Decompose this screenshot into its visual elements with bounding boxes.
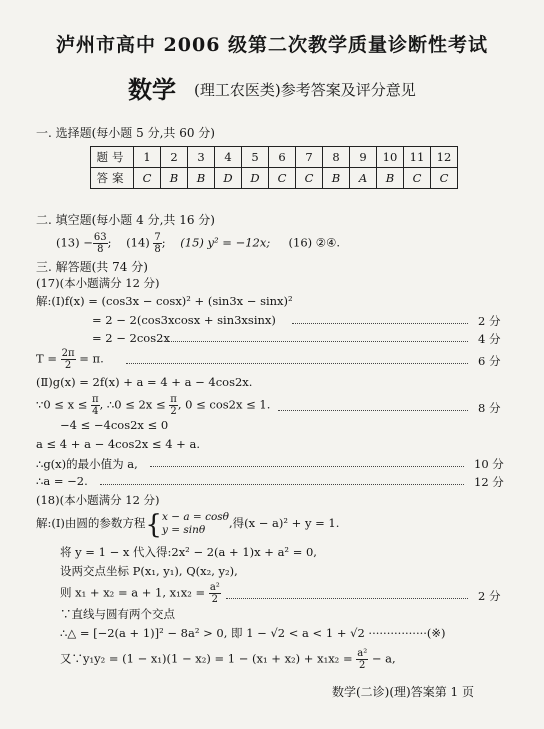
q17-heading: (17)(本小题满分 12 分) bbox=[36, 276, 160, 290]
table-row bbox=[91, 168, 458, 189]
score-leader bbox=[226, 598, 468, 599]
q17-score-10: 10 分 bbox=[474, 457, 504, 471]
question-number-cell: 3 bbox=[188, 147, 215, 168]
score-leader bbox=[278, 410, 468, 411]
system-eq-2: y = sinθ bbox=[161, 524, 206, 536]
score-leader bbox=[126, 363, 468, 364]
answer-cell: B bbox=[188, 168, 215, 189]
q18-line7 bbox=[60, 648, 396, 671]
a13-label: (13) bbox=[56, 235, 80, 250]
page-footer: 数学(二诊)(理)答案第 1 页 bbox=[332, 685, 474, 699]
score-leader bbox=[100, 484, 464, 485]
question-number-cell: 5 bbox=[242, 147, 269, 168]
a13-denominator: 8 bbox=[97, 244, 104, 255]
q17-score-6: 6 分 bbox=[478, 354, 501, 368]
q18-line5: ∵直线与圆有两个交点 bbox=[60, 607, 175, 621]
q18-product-fraction-2 bbox=[356, 648, 368, 671]
table-row bbox=[91, 147, 458, 168]
q17-range-pre: ∵0 ≤ x ≤ bbox=[36, 397, 88, 412]
score-leader bbox=[166, 341, 468, 342]
q18-param-pre: 解:(Ⅰ)由圆的参数方程 bbox=[36, 516, 146, 530]
answer-cell: C bbox=[269, 168, 296, 189]
answer-cell: A bbox=[350, 168, 377, 189]
q17-line2: = 2 − 2(cos3xcosx + sin3xsinx) bbox=[92, 313, 276, 327]
answer-cell: C bbox=[296, 168, 323, 189]
a13-sign: − bbox=[83, 235, 93, 250]
q18-product-post: − a, bbox=[371, 651, 396, 666]
q17-range-post: , 0 ≤ cos2x ≤ 1. bbox=[177, 397, 271, 412]
document-title: 泸州市高中 2006 级第二次教学质量诊断性考试 bbox=[55, 34, 489, 56]
brace-symbol: { bbox=[145, 510, 162, 540]
fraction-numerator: π bbox=[170, 394, 177, 405]
question-number-cell: 10 bbox=[377, 147, 404, 168]
q18-vieta: 则 x₁ + x₂ = a + 1, x₁x₂ = bbox=[60, 585, 206, 600]
fraction-numerator: π bbox=[92, 394, 99, 405]
q18-heading: (18)(本小题满分 12 分) bbox=[36, 493, 160, 507]
q18-product-fraction bbox=[209, 582, 221, 605]
q18-score-2: 2 分 bbox=[478, 589, 501, 603]
question-number-cell: 1 bbox=[134, 147, 161, 168]
section2-heading: 二. 填空题(每小题 4 分,共 16 分) bbox=[36, 213, 215, 227]
q18-line4 bbox=[60, 582, 221, 605]
section1-heading: 一. 选择题(每小题 5 分,共 60 分) bbox=[36, 126, 215, 140]
a15-text: (15) y² = −12x; bbox=[180, 235, 271, 250]
system-eq-1: x − a = cosθ bbox=[161, 511, 229, 523]
score-leader bbox=[292, 323, 468, 324]
answer-cell: D bbox=[215, 168, 242, 189]
q17-line4 bbox=[36, 348, 104, 371]
q17-range-fraction-1 bbox=[91, 394, 100, 417]
fraction-numerator: a² bbox=[209, 582, 220, 593]
a14-denominator: 8 bbox=[154, 244, 161, 255]
q17-range-mid: , ∴0 ≤ 2x ≤ bbox=[99, 397, 166, 412]
q17-line3: = 2 − 2cos2x bbox=[92, 331, 170, 345]
q18-param-system bbox=[162, 511, 229, 537]
row-label-number: 题号 bbox=[91, 147, 134, 168]
fraction-denominator: 2 bbox=[64, 360, 72, 371]
fraction-denominator: 2 bbox=[170, 406, 177, 417]
q18-line3: 设两交点坐标 P(x₁, y₁), Q(x₂, y₂), bbox=[60, 564, 238, 578]
question-number-cell: 9 bbox=[350, 147, 377, 168]
q18-line2: 将 y = 1 − x 代入得:2x² − 2(a + 1)x + a² = 0, bbox=[60, 545, 317, 559]
q17-range-fraction-2 bbox=[169, 394, 178, 417]
a14-fraction bbox=[153, 232, 161, 255]
document-subtitle bbox=[128, 70, 416, 105]
question-number-cell: 11 bbox=[404, 147, 431, 168]
question-number-cell: 4 bbox=[215, 147, 242, 168]
question-number-cell: 2 bbox=[161, 147, 188, 168]
subtitle-text: (理工农医类)参考答案及评分意见 bbox=[194, 81, 416, 99]
q17-period-lhs: T = bbox=[36, 351, 57, 366]
q17-line7: −4 ≤ −4cos2x ≤ 0 bbox=[60, 418, 169, 432]
q17-score-12: 12 分 bbox=[474, 475, 504, 489]
question-number-cell: 8 bbox=[323, 147, 350, 168]
a13-fraction bbox=[93, 232, 108, 255]
q17-period-fraction bbox=[61, 348, 76, 371]
question-number-cell: 7 bbox=[296, 147, 323, 168]
fraction-denominator: 2 bbox=[211, 594, 218, 605]
a14-label: (14) bbox=[126, 235, 150, 250]
q18-param-post: ,得(x − a)² + y = 1. bbox=[228, 516, 340, 530]
question-number-cell: 12 bbox=[431, 147, 458, 168]
answer-cell: D bbox=[242, 168, 269, 189]
q17-line8: a ≤ 4 + a − 4cos2x ≤ 4 + a. bbox=[36, 437, 200, 451]
answer-cell: B bbox=[161, 168, 188, 189]
q17-line10: ∴a = −2. bbox=[36, 474, 88, 488]
a14-end: ; bbox=[161, 235, 166, 250]
fill-answers bbox=[56, 232, 340, 255]
fraction-numerator: 2π bbox=[61, 348, 75, 359]
a14-numerator: 7 bbox=[154, 232, 161, 243]
section3-heading: 三. 解答题(共 74 分) bbox=[36, 260, 148, 274]
q17-score-8: 8 分 bbox=[478, 401, 501, 415]
answer-cell: C bbox=[404, 168, 431, 189]
fraction-denominator: 4 bbox=[92, 406, 99, 417]
row-label-answer: 答案 bbox=[91, 168, 134, 189]
a16-text: (16) ②④. bbox=[288, 235, 341, 250]
a13-end: ; bbox=[107, 235, 112, 250]
answer-cell: C bbox=[134, 168, 161, 189]
q17-line6 bbox=[36, 394, 270, 417]
question-number-cell: 6 bbox=[269, 147, 296, 168]
answer-cell: B bbox=[377, 168, 404, 189]
a13-numerator: 63 bbox=[93, 232, 107, 243]
q17-line1: 解:(Ⅰ)f(x) = (cos3x − cosx)² + (sin3x − sinx)² bbox=[36, 294, 293, 308]
score-leader bbox=[150, 466, 464, 467]
answer-cell: B bbox=[323, 168, 350, 189]
fraction-numerator: a² bbox=[357, 648, 368, 659]
q17-line9: ∴g(x)的最小值为 a, bbox=[36, 457, 138, 471]
q18-line6: ∴△ = [−2(a + 1)]² − 8a² > 0, 即 1 − √2 < a < 1 + √2 ················(※) bbox=[60, 626, 446, 640]
q17-score-4: 4 分 bbox=[478, 332, 501, 346]
fraction-denominator: 2 bbox=[359, 660, 366, 671]
answer-cell: C bbox=[431, 168, 458, 189]
q17-line5: (Ⅱ)g(x) = 2f(x) + a = 4 + a − 4cos2x. bbox=[36, 375, 253, 389]
q18-line1 bbox=[36, 510, 339, 540]
q18-product-pre: 又∵y₁y₂ = (1 − x₁)(1 − x₂) = 1 − (x₁ + x₂) + x₁x₂ = bbox=[60, 651, 353, 666]
answer-table bbox=[90, 146, 458, 189]
q17-period-rhs: = π. bbox=[79, 351, 104, 366]
subject-label: 数学 bbox=[128, 75, 176, 104]
q17-score-2: 2 分 bbox=[478, 314, 501, 328]
